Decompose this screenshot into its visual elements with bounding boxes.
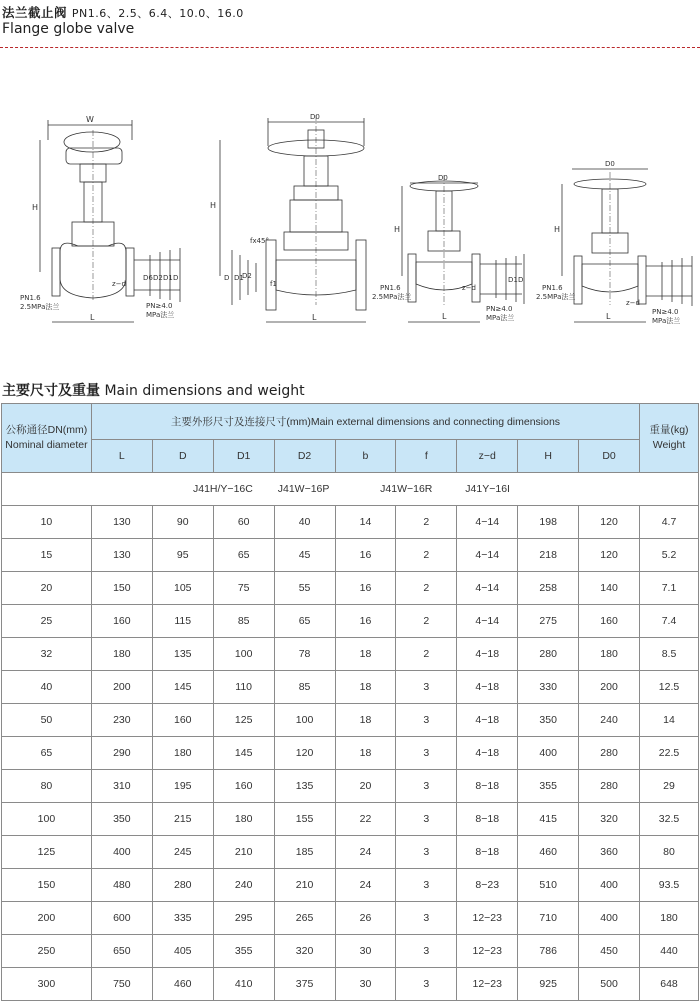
label-chamfer: fx45°	[250, 237, 270, 245]
weight-cell: 93.5	[640, 869, 699, 902]
dn-cell: 125	[2, 836, 92, 869]
value-cell: 185	[274, 836, 335, 869]
value-cell: 180	[213, 803, 274, 836]
value-cell: 3	[396, 935, 457, 968]
label-zd-4: z−d	[626, 299, 640, 307]
value-cell: 18	[335, 704, 396, 737]
label-pn40-4: PN≥4.0	[652, 308, 679, 316]
label-pn16-1: PN1.6	[20, 294, 41, 302]
column-header: z−d	[457, 440, 518, 473]
value-cell: 218	[518, 539, 579, 572]
valve-drawing-1	[20, 115, 180, 322]
dn-cell: 10	[2, 506, 92, 539]
value-cell: 78	[274, 638, 335, 671]
value-cell: 360	[579, 836, 640, 869]
label-d-2: D	[224, 274, 230, 282]
model-4: J41Y−16I	[465, 483, 510, 495]
value-cell: 180	[152, 737, 213, 770]
value-cell: 20	[335, 770, 396, 803]
value-cell: 3	[396, 869, 457, 902]
dn-cell: 150	[2, 869, 92, 902]
value-cell: 4−18	[457, 704, 518, 737]
nominal-diameter-header	[2, 404, 92, 473]
value-cell: 3	[396, 902, 457, 935]
value-cell: 4−18	[457, 737, 518, 770]
table-row	[2, 935, 699, 968]
label-l-4: L	[606, 312, 611, 321]
weight-cn: 重量(kg)	[649, 424, 689, 436]
value-cell: 16	[335, 539, 396, 572]
value-cell: 30	[335, 935, 396, 968]
value-cell: 210	[274, 869, 335, 902]
label-pn16-4: PN1.6	[542, 284, 563, 292]
value-cell: 8−18	[457, 803, 518, 836]
value-cell: 400	[579, 902, 640, 935]
label-l-2: L	[312, 313, 317, 322]
value-cell: 60	[213, 506, 274, 539]
dn-cell: 100	[2, 803, 92, 836]
value-cell: 145	[152, 671, 213, 704]
value-cell: 85	[274, 671, 335, 704]
value-cell: 90	[152, 506, 213, 539]
value-cell: 26	[335, 902, 396, 935]
dn-cell: 20	[2, 572, 92, 605]
column-header: D	[152, 440, 213, 473]
column-header: L	[91, 440, 152, 473]
dn-cell: 65	[2, 737, 92, 770]
value-cell: 750	[91, 968, 152, 1001]
value-cell: 510	[518, 869, 579, 902]
label-pn16-3: PN1.6	[380, 284, 401, 292]
table-row	[2, 506, 699, 539]
value-cell: 460	[518, 836, 579, 869]
value-cell: 40	[274, 506, 335, 539]
valve-drawings	[0, 100, 700, 340]
model-3: J41W−16R	[380, 483, 433, 495]
valve-drawing-2	[210, 113, 366, 322]
table-row	[2, 803, 699, 836]
value-cell: 330	[518, 671, 579, 704]
value-cell: 12−23	[457, 902, 518, 935]
weight-cell: 29	[640, 770, 699, 803]
table-row	[2, 968, 699, 1001]
table-row	[2, 671, 699, 704]
table-row	[2, 704, 699, 737]
value-cell: 85	[213, 605, 274, 638]
label-d2-2: D2	[242, 272, 252, 280]
title-cn-text: 法兰截止阀	[2, 5, 68, 20]
value-cell: 280	[579, 770, 640, 803]
label-h-3: H	[394, 225, 401, 234]
value-cell: 135	[274, 770, 335, 803]
valve-drawing-4	[536, 160, 692, 325]
label-f: f1	[270, 280, 277, 288]
column-header: b	[335, 440, 396, 473]
table-row	[2, 836, 699, 869]
value-cell: 355	[213, 935, 274, 968]
value-cell: 3	[396, 671, 457, 704]
value-cell: 2	[396, 539, 457, 572]
value-cell: 160	[152, 704, 213, 737]
table-row	[2, 737, 699, 770]
dn-cell: 300	[2, 968, 92, 1001]
value-cell: 12−23	[457, 935, 518, 968]
value-cell: 115	[152, 605, 213, 638]
value-cell: 415	[518, 803, 579, 836]
label-l-3: L	[442, 312, 447, 321]
value-cell: 290	[91, 737, 152, 770]
value-cell: 2	[396, 605, 457, 638]
weight-cell: 32.5	[640, 803, 699, 836]
value-cell: 75	[213, 572, 274, 605]
value-cell: 310	[91, 770, 152, 803]
value-cell: 4−14	[457, 506, 518, 539]
value-cell: 295	[213, 902, 274, 935]
dn-cell: 250	[2, 935, 92, 968]
value-cell: 350	[91, 803, 152, 836]
value-cell: 600	[91, 902, 152, 935]
label-mpa-1: MPa法兰	[146, 311, 175, 319]
value-cell: 4−14	[457, 572, 518, 605]
value-cell: 3	[396, 803, 457, 836]
value-cell: 400	[518, 737, 579, 770]
dn-cell: 40	[2, 671, 92, 704]
dn-cell: 32	[2, 638, 92, 671]
value-cell: 65	[213, 539, 274, 572]
value-cell: 4−14	[457, 539, 518, 572]
value-cell: 95	[152, 539, 213, 572]
dn-cell: 200	[2, 902, 92, 935]
value-cell: 16	[335, 572, 396, 605]
value-cell: 135	[152, 638, 213, 671]
value-cell: 160	[213, 770, 274, 803]
value-cell: 14	[335, 506, 396, 539]
value-cell: 100	[213, 638, 274, 671]
weight-cell: 5.2	[640, 539, 699, 572]
value-cell: 405	[152, 935, 213, 968]
label-d1-1: D1	[163, 274, 173, 282]
value-cell: 335	[152, 902, 213, 935]
value-cell: 2	[396, 572, 457, 605]
value-cell: 3	[396, 737, 457, 770]
value-cell: 3	[396, 770, 457, 803]
label-d0-2: D0	[310, 113, 320, 121]
weight-cell: 7.1	[640, 572, 699, 605]
value-cell: 12−23	[457, 968, 518, 1001]
weight-cell: 440	[640, 935, 699, 968]
value-cell: 120	[579, 506, 640, 539]
value-cell: 410	[213, 968, 274, 1001]
weight-cell: 8.5	[640, 638, 699, 671]
table-row	[2, 605, 699, 638]
value-cell: 65	[274, 605, 335, 638]
weight-cell: 180	[640, 902, 699, 935]
label-d6: D6	[143, 274, 153, 282]
pressure-ratings: PN1.6、2.5、6.4、10.0、16.0	[71, 7, 244, 20]
value-cell: 8−18	[457, 836, 518, 869]
table-row	[2, 638, 699, 671]
valve-drawing-3	[372, 174, 524, 322]
value-cell: 4−14	[457, 605, 518, 638]
dn-cell: 25	[2, 605, 92, 638]
label-zd-3: z−d	[462, 284, 476, 292]
value-cell: 280	[579, 737, 640, 770]
value-cell: 160	[579, 605, 640, 638]
value-cell: 45	[274, 539, 335, 572]
value-cell: 4−18	[457, 638, 518, 671]
dn-cell: 15	[2, 539, 92, 572]
label-d-3: D	[518, 276, 524, 284]
weight-cell: 22.5	[640, 737, 699, 770]
dn-cell: 80	[2, 770, 92, 803]
weight-cell: 7.4	[640, 605, 699, 638]
value-cell: 400	[91, 836, 152, 869]
weight-en: Weight	[652, 439, 686, 451]
weight-header	[640, 404, 699, 473]
divider	[0, 47, 700, 48]
label-d0-3: D0	[438, 174, 448, 182]
value-cell: 925	[518, 968, 579, 1001]
column-header: f	[396, 440, 457, 473]
value-cell: 18	[335, 737, 396, 770]
value-cell: 125	[213, 704, 274, 737]
main-dims-header: 主要外形尺寸及连接尺寸(mm)Main external dimensions and connecting dimensions	[91, 404, 639, 440]
value-cell: 30	[335, 968, 396, 1001]
model-1: J41H/Y−16C	[193, 483, 253, 495]
value-cell: 460	[152, 968, 213, 1001]
dimensions-table	[1, 403, 699, 1001]
column-header: D1	[213, 440, 274, 473]
value-cell: 650	[91, 935, 152, 968]
weight-cell: 80	[640, 836, 699, 869]
value-cell: 320	[579, 803, 640, 836]
weight-cell: 14	[640, 704, 699, 737]
label-h-2: H	[210, 201, 217, 210]
value-cell: 2	[396, 638, 457, 671]
value-cell: 375	[274, 968, 335, 1001]
nominal-en: Nominal diameter	[5, 439, 88, 451]
value-cell: 200	[91, 671, 152, 704]
value-cell: 3	[396, 836, 457, 869]
value-cell: 120	[274, 737, 335, 770]
table-row	[2, 572, 699, 605]
label-d1-2: D1	[234, 274, 244, 282]
value-cell: 198	[518, 506, 579, 539]
table-row	[2, 902, 699, 935]
value-cell: 4−18	[457, 671, 518, 704]
value-cell: 100	[274, 704, 335, 737]
table-row	[2, 869, 699, 902]
value-cell: 140	[579, 572, 640, 605]
value-cell: 195	[152, 770, 213, 803]
value-cell: 2	[396, 506, 457, 539]
weight-cell: 648	[640, 968, 699, 1001]
weight-cell: 4.7	[640, 506, 699, 539]
value-cell: 200	[579, 671, 640, 704]
weight-cell: 12.5	[640, 671, 699, 704]
value-cell: 210	[213, 836, 274, 869]
label-mpa-4: MPa法兰	[652, 317, 681, 325]
value-cell: 786	[518, 935, 579, 968]
section-title-cn: 主要尺寸及重量	[2, 383, 100, 399]
value-cell: 275	[518, 605, 579, 638]
value-cell: 150	[91, 572, 152, 605]
value-cell: 3	[396, 704, 457, 737]
value-cell: 160	[91, 605, 152, 638]
value-cell: 8−23	[457, 869, 518, 902]
value-cell: 18	[335, 638, 396, 671]
value-cell: 120	[579, 539, 640, 572]
value-cell: 215	[152, 803, 213, 836]
label-h-4: H	[554, 225, 561, 234]
label-d1-3: D1	[508, 276, 518, 284]
label-d2-1: D2	[153, 274, 163, 282]
column-header: H	[518, 440, 579, 473]
label-pn25-3: 2.5MPa法兰	[372, 293, 412, 301]
value-cell: 710	[518, 902, 579, 935]
label-pn40-1: PN≥4.0	[146, 302, 173, 310]
value-cell: 450	[579, 935, 640, 968]
value-cell: 500	[579, 968, 640, 1001]
section-title-en: Main dimensions and weight	[104, 383, 305, 399]
value-cell: 258	[518, 572, 579, 605]
value-cell: 110	[213, 671, 274, 704]
label-pn25-4: 2.5MPa法兰	[536, 293, 576, 301]
label-h-1: H	[32, 203, 39, 212]
nominal-cn: 公称通径DN(mm)	[5, 424, 88, 436]
value-cell: 24	[335, 836, 396, 869]
value-cell: 145	[213, 737, 274, 770]
value-cell: 480	[91, 869, 152, 902]
page-title-en: Flange globe valve	[2, 21, 135, 37]
value-cell: 22	[335, 803, 396, 836]
column-header: D0	[579, 440, 640, 473]
label-pn25-1: 2.5MPa法兰	[20, 303, 60, 311]
value-cell: 265	[274, 902, 335, 935]
label-mpa-3: MPa法兰	[486, 314, 515, 322]
value-cell: 24	[335, 869, 396, 902]
value-cell: 180	[579, 638, 640, 671]
table-row	[2, 539, 699, 572]
value-cell: 245	[152, 836, 213, 869]
value-cell: 55	[274, 572, 335, 605]
page-title-cn	[2, 3, 244, 21]
value-cell: 3	[396, 968, 457, 1001]
value-cell: 18	[335, 671, 396, 704]
value-cell: 130	[91, 539, 152, 572]
model-row	[2, 473, 699, 506]
value-cell: 180	[91, 638, 152, 671]
model-2: J41W−16P	[277, 483, 330, 495]
value-cell: 240	[213, 869, 274, 902]
value-cell: 320	[274, 935, 335, 968]
value-cell: 105	[152, 572, 213, 605]
label-pn40-3: PN≥4.0	[486, 305, 513, 313]
label-d0-4: D0	[605, 160, 615, 168]
value-cell: 230	[91, 704, 152, 737]
value-cell: 130	[91, 506, 152, 539]
value-cell: 280	[152, 869, 213, 902]
value-cell: 355	[518, 770, 579, 803]
dn-cell: 50	[2, 704, 92, 737]
label-w: W	[86, 115, 94, 124]
label-zd-1: z−d	[112, 280, 126, 288]
column-header-row	[2, 440, 699, 473]
value-cell: 16	[335, 605, 396, 638]
table-row	[2, 770, 699, 803]
label-d-1: D	[173, 274, 179, 282]
section-title	[2, 380, 305, 400]
value-cell: 155	[274, 803, 335, 836]
column-header: D2	[274, 440, 335, 473]
label-l-1: L	[90, 313, 95, 322]
value-cell: 350	[518, 704, 579, 737]
value-cell: 240	[579, 704, 640, 737]
value-cell: 280	[518, 638, 579, 671]
value-cell: 400	[579, 869, 640, 902]
value-cell: 8−18	[457, 770, 518, 803]
